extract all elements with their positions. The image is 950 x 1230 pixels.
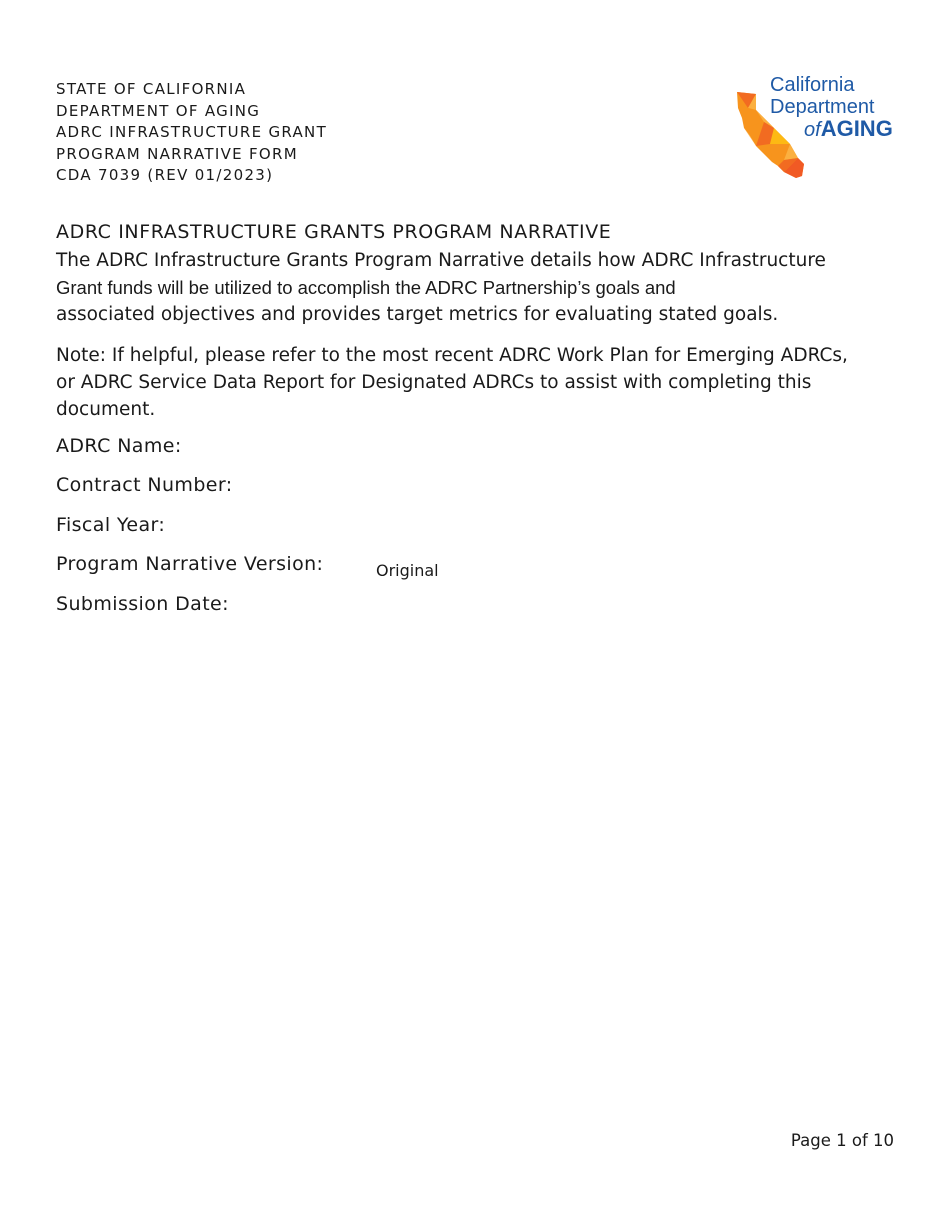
field-program-narrative-version [56, 553, 323, 575]
logo-of: of [804, 119, 821, 141]
description-line: associated objectives and provides target metrics for evaluating stated goals. [56, 304, 779, 325]
field-adrc-name [56, 435, 182, 457]
note-line: or ADRC Service Data Report for Designated ADRCs to assist with completing this [56, 372, 812, 393]
program-narrative-version-value[interactable]: Original [376, 561, 439, 580]
field-label: Submission Date: [56, 593, 229, 615]
note-line: Note: If helpful, please refer to the most recent ADRC Work Plan for Emerging ADRCs, [56, 345, 848, 366]
cda-logo [734, 74, 904, 180]
logo-wordmark [770, 74, 893, 141]
field-fiscal-year [56, 514, 165, 536]
contract-number-value[interactable] [376, 479, 676, 501]
submission-date-value[interactable] [376, 598, 676, 620]
field-contract-number [56, 474, 233, 496]
field-submission-date [56, 593, 229, 615]
header-line-form: PROGRAM NARRATIVE FORM [56, 144, 298, 163]
field-label: Fiscal Year: [56, 514, 166, 536]
field-label: Contract Number: [56, 474, 233, 496]
note-line: document. [56, 399, 156, 420]
section-note [56, 342, 916, 423]
logo-line-department: Department [770, 96, 875, 118]
section-description [56, 247, 916, 328]
description-line: The ADRC Infrastructure Grants Program Narrative details how ADRC Infrastructure [56, 250, 826, 271]
header-line-state: STATE OF CALIFORNIA [56, 80, 247, 98]
header-line-grant: ADRC INFRASTRUCTURE GRANT [56, 123, 328, 141]
logo-aging: AGING [820, 116, 893, 141]
header-line-department: DEPARTMENT OF AGING [56, 101, 261, 120]
fiscal-year-value[interactable] [376, 519, 676, 541]
logo-line-california: California [770, 74, 855, 96]
field-label: Program Narrative Version: [56, 553, 324, 575]
field-label: ADRC Name: [56, 435, 182, 457]
form-header [56, 79, 327, 187]
header-line-form-number: CDA 7039 (REV 01/2023) [56, 166, 274, 184]
page-number: Page 1 of 10 [790, 1131, 894, 1150]
description-line: Grant funds will be utilized to accomplish the ADRC Partnership’s goals and [56, 277, 676, 298]
section-title: ADRC INFRASTRUCTURE GRANTS PROGRAM NARRATIVE [56, 221, 612, 243]
adrc-name-value[interactable] [376, 440, 676, 462]
